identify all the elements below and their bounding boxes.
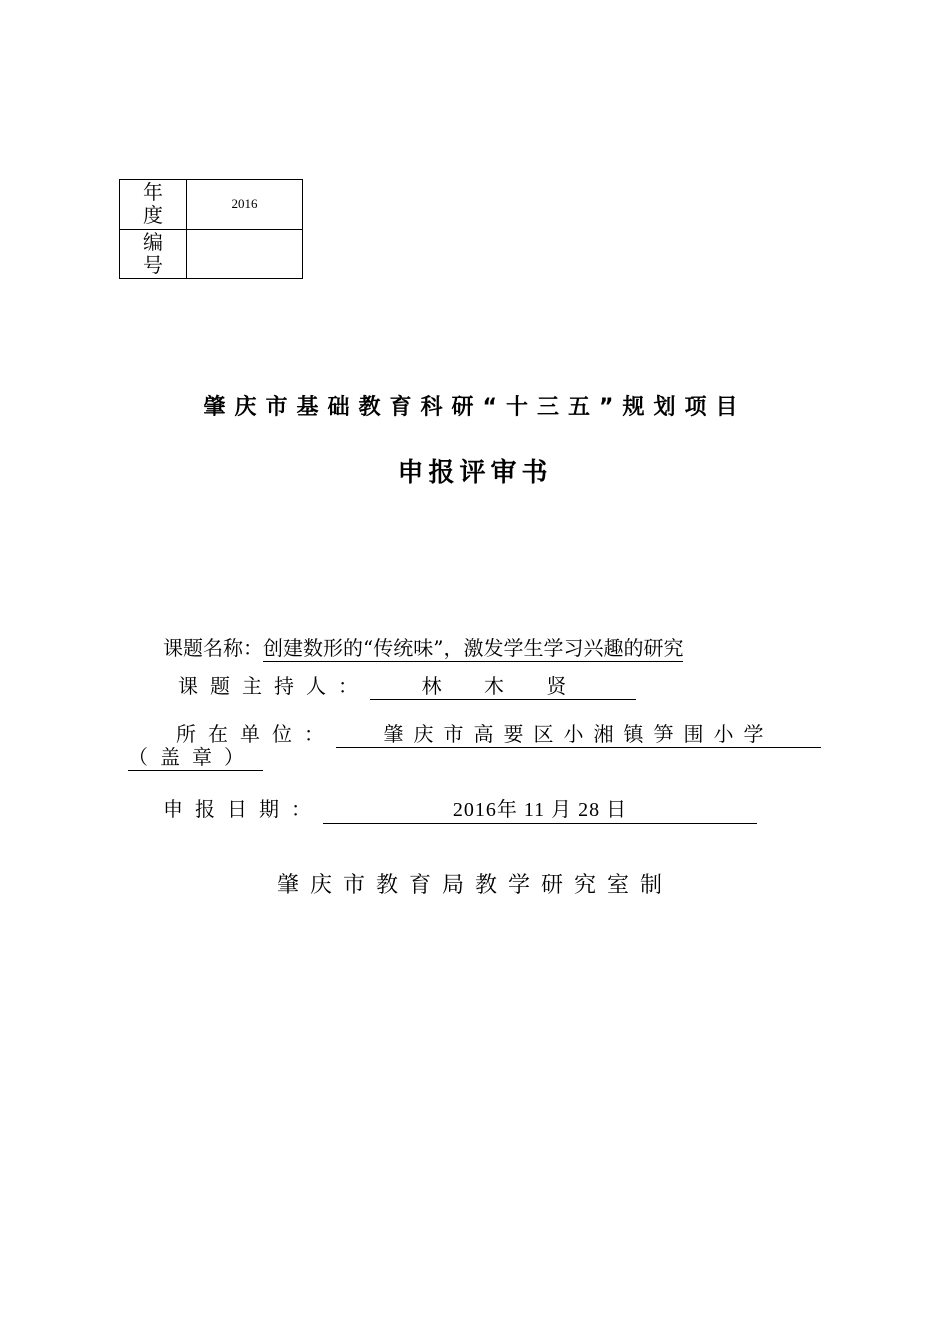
year-value[interactable]: 2016 — [187, 180, 303, 230]
issuer-footer: 肇庆市教育局教学研究室制 — [276, 873, 673, 898]
unit-value[interactable]: 肇庆市高要区小湘镇笋围小学 — [336, 721, 821, 748]
topic-value[interactable]: 创建数形的“传统味”，激发学生学习兴趣的研究 — [263, 636, 684, 660]
year-label: 年度 — [143, 180, 163, 228]
host-value[interactable]: 林 木 贤 — [370, 673, 636, 700]
number-label-cell — [120, 229, 187, 279]
host-field — [178, 670, 636, 700]
code-row-number — [120, 229, 303, 279]
topic-label: 课题名称： — [163, 636, 263, 660]
unit-label: 所在单位： — [176, 722, 336, 746]
document-title: 肇庆市基础教育科研“十三五”规划项目 — [203, 395, 747, 420]
stamp-text: （盖章） — [128, 744, 263, 771]
topic-field — [163, 632, 683, 662]
code-box — [119, 179, 303, 279]
code-row-year — [120, 180, 303, 230]
number-label: 编号 — [143, 229, 163, 277]
number-value[interactable] — [187, 229, 303, 279]
year-label-cell — [120, 180, 187, 230]
stamp-field — [128, 744, 263, 771]
date-label: 申报日期： — [163, 797, 323, 821]
unit-field — [176, 718, 821, 748]
date-value[interactable]: 2016年 11 月 28 日 — [323, 797, 757, 824]
host-label: 课题主持人： — [178, 674, 370, 698]
document-subtitle: 申报评审书 — [397, 458, 553, 488]
date-field — [163, 793, 757, 824]
